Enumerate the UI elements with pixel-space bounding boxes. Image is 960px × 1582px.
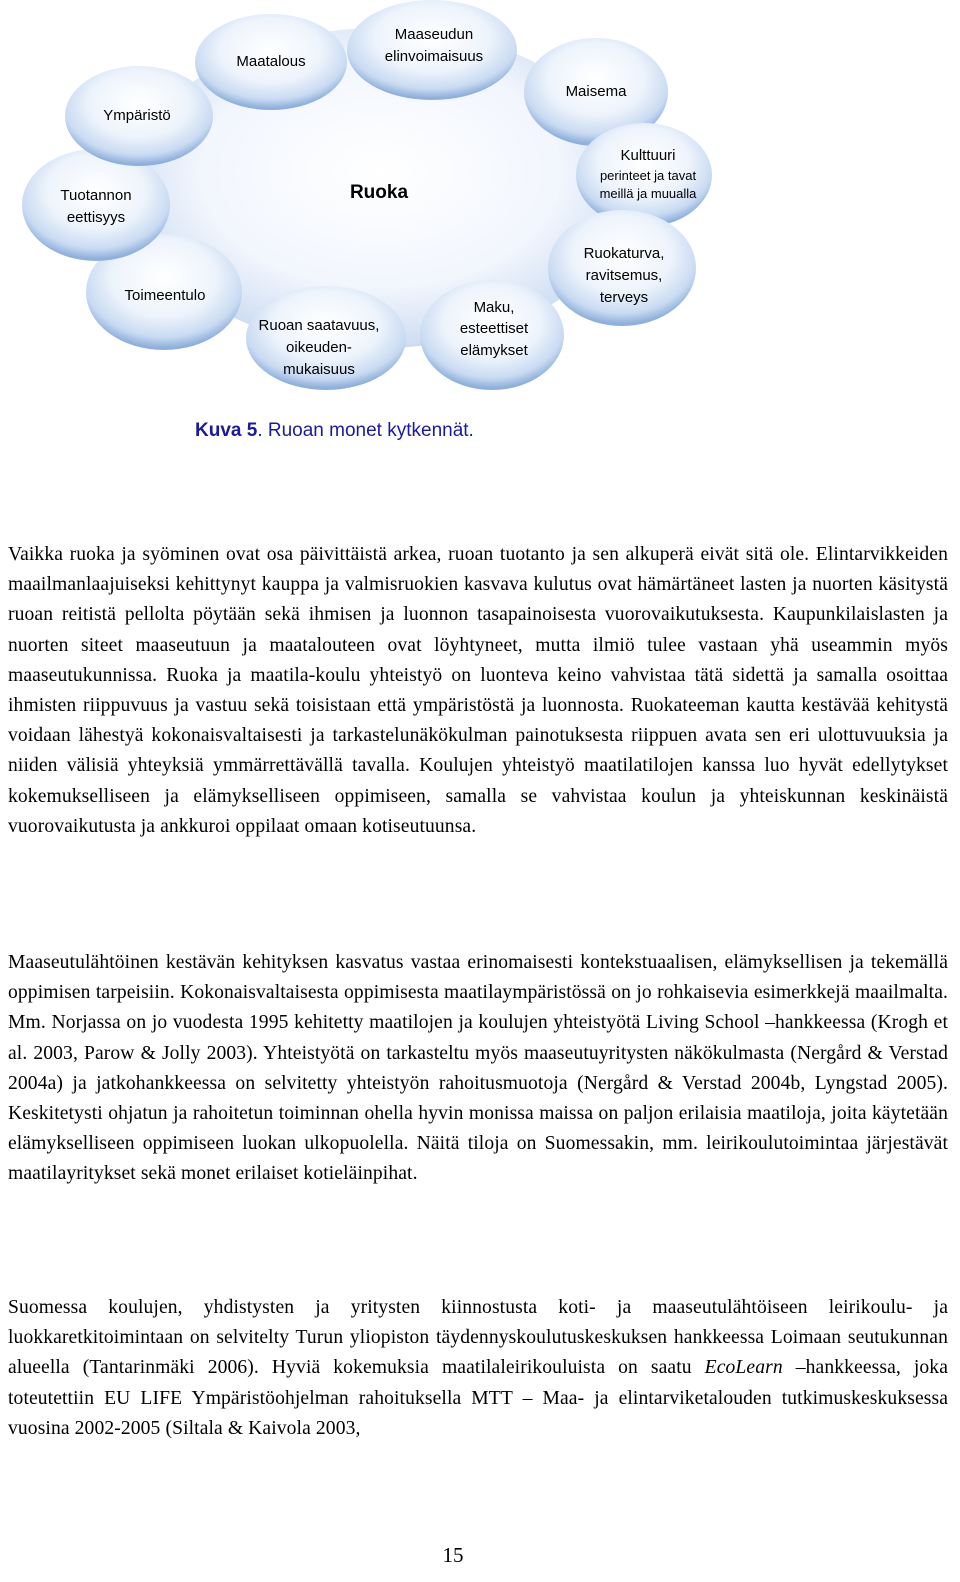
- page-number: 15: [442, 1543, 464, 1567]
- paragraph-1: Vaikka ruoka ja syöminen ovat osa päivittäistä arkea, ruoan tuotanto ja sen alkuperä eivät sitä ole. Elintarvikkeiden maailmanlaajuiseksi kehittynyt kauppa ja valmisruokien kasvava kulutus ovat hämärtäneet lasten ja nuorten käsitystä ruoan reitistä pellolta pöytään sekä ihmisen ja luonnon tasapainoisesta vuorovaikutuksesta. Kaupunkilaislasten ja nuorten siteet maaseutuun ja maatalouteen ovat löyhtyneet, mutta ilmiö tulee vastaan yhä useammin myös maaseutukunnissa. Ruoka ja maatila-koulu yhteistyö on luonteva keino vahvistaa tätä sidettä ja samalla osoittaa ihmisten riippuvuus ja vastuu sekä toisistaan että ympäristöstä ja luonnosta. Ruokateeman kautta kestävää kehitystä voidaan lähestyä kokonaisvaltaisesti ja tarkastelunäkökulman painotuksesta riippuen avata sen eri ulottuvuuksia ja niiden välisiä yhteyksiä ymmärrettävällä tavalla. Koulujen yhteistyö maatilatilojen kanssa luo hyvät edellytykset kokemukselliseen ja elämykselliseen oppimiseen, samalla se vahvistaa koulun ja yhteiskunnan keskinäistä vuorovaikutusta ja ankkuroi oppilaat omaan kotiseutuunsa.: [8, 544, 948, 837]
- svg-text:terveys: terveys: [599, 289, 649, 306]
- bubble-kulttuuri: [576, 123, 712, 227]
- svg-text:meillä ja muualla: meillä ja muualla: [599, 186, 697, 201]
- svg-text:elinvoimaisuus: elinvoimaisuus: [384, 48, 484, 65]
- svg-text:Maku,: Maku,: [473, 299, 515, 316]
- bubble-maatalous: [195, 14, 347, 110]
- svg-text:Maaseudun: Maaseudun: [394, 26, 474, 43]
- svg-text:perinteet ja tavat: perinteet ja tavat: [599, 168, 697, 183]
- figure-label: Kuva 5: [195, 420, 258, 441]
- svg-text:Ruoan saatavuus,: Ruoan saatavuus,: [258, 317, 380, 334]
- svg-text:mukaisuus: mukaisuus: [283, 361, 355, 378]
- bubble-maaseudun: [347, 0, 517, 100]
- bubble-ruokaturva: [548, 210, 696, 326]
- svg-text:esteettiset: esteettiset: [459, 320, 529, 337]
- svg-text:ravitsemus,: ravitsemus,: [585, 267, 663, 284]
- bubble-saatavuus: [246, 286, 406, 390]
- svg-text:Kulttuuri: Kulttuuri: [620, 147, 676, 164]
- bubble-tuotannon: [22, 149, 170, 261]
- paragraph-3-part-a: Suomessa koulujen, yhdistysten ja yritysten kiinnostusta koti- ja maaseutulähtöiseen leirikoulu- ja luokkaretkitoimintaan on selvitelty Turun yliopiston täydennyskoulutuskeskuksen hankkeessa Loimaan seutukunnan alueella (Tantarinmäki 2006). Hyviä kokemuksia maatilaleirikouluista on saatu: [8, 1297, 948, 1379]
- svg-text:Ympäristö: Ympäristö: [103, 107, 171, 124]
- figure-caption: [195, 420, 474, 442]
- svg-text:oikeuden-: oikeuden-: [286, 339, 352, 356]
- svg-text:Ruokaturva,: Ruokaturva,: [583, 245, 665, 262]
- figure-caption-text: . Ruoan monet kytkennät.: [257, 420, 474, 441]
- svg-text:Maatalous: Maatalous: [236, 53, 306, 70]
- paragraph-2: Maaseutulähtöinen kestävän kehityksen kasvatus vastaa erinomaisesti kontekstuaalisen, elämyksellisen ja tekemällä oppimisen tarpeisiin. Kokonaisvaltaisesta oppimisesta maatilaympäristössä on jo rohkaisevia esimerkkejä maailmalta. Mm. Norjassa on jo vuodesta 1995 kehitetty maatilojen ja koulujen yhteistyötä Living School –hankkeessa (Krogh et al. 2003, Parow & Jolly 2003). Yhteistyötä on tarkasteltu myös maaseutuyritysten näkökulmasta (Nergård & Verstad 2004a) ja jatkohankkeessa on selvitetty yhteistyön rahoitusmuotoja (Nergård & Verstad 2004b, Lyngstad 2005). Keskitetysti ohjatun ja rahoitetun toiminnan ohella hyvin monissa maissa on paljon erilaisia maatiloja, joita käytetään elämykselliseen oppimiseen luokan ulkopuolella. Näitä tiloja on Suomessakin, mm. leirikoulutoimintaa järjestävät maatilayritykset sekä monet erilaiset kotieläinpihat.: [8, 952, 948, 1185]
- svg-text:Maisema: Maisema: [565, 83, 627, 100]
- svg-text:Toimeentulo: Toimeentulo: [124, 287, 206, 304]
- paragraph-3-part-b: –hankkeessa, joka toteutettiin EU LIFE Ympäristöohjelman rahoituksella MTT – Maa- ja elintarviketalouden tutkimuskeskuksessa vuosina 2002-2005 (Siltala & Kaivola 2003,: [8, 1357, 948, 1439]
- svg-text:Tuotannon: Tuotannon: [60, 187, 132, 204]
- center-label: Ruoka: [349, 182, 409, 203]
- ecolearn-term: EcoLearn: [704, 1357, 783, 1379]
- paragraph-3: [8, 1293, 948, 1444]
- bubble-maku: [420, 280, 564, 390]
- svg-text:eettisyys: eettisyys: [66, 209, 126, 226]
- food-connections-diagram: [14, 0, 714, 390]
- bubble-ymparisto: [65, 66, 213, 166]
- svg-text:elämykset: elämykset: [460, 342, 528, 359]
